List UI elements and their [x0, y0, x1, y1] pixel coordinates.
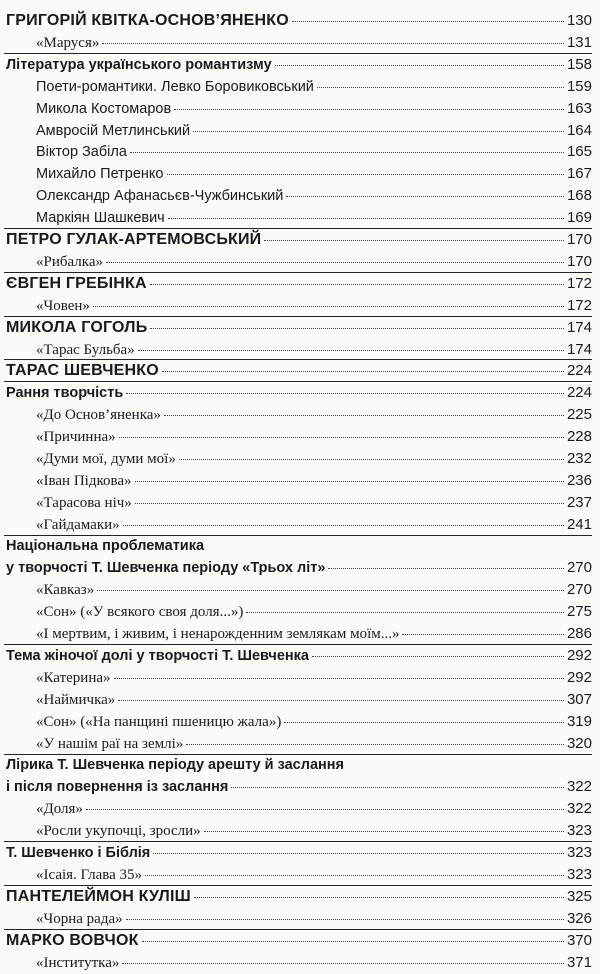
page-number: 170: [566, 252, 592, 270]
toc-entry-title: «До Основ’яненка»: [36, 407, 161, 424]
toc-entry-title: «Тарасова ніч»: [36, 494, 132, 511]
page-number: 371: [566, 953, 592, 971]
toc-entry-title: «Катерина»: [36, 670, 111, 686]
toc-entry-quote[interactable]: [0, 733, 600, 755]
page-number: 159: [566, 77, 592, 95]
dot-leader: [145, 875, 564, 876]
page-number: 158: [566, 55, 592, 73]
dot-leader: [286, 196, 564, 197]
toc-entry-item[interactable]: [0, 207, 600, 229]
toc-entry-title: МИКОЛА ГОГОЛЬ: [6, 318, 148, 336]
page-number: 174: [566, 340, 592, 358]
dot-leader: [194, 897, 564, 898]
toc-entry-title: у творчості Т. Шевченка періоду «Трьох літ»: [6, 560, 326, 577]
toc-entry-item[interactable]: [0, 163, 600, 185]
toc-entry-quote[interactable]: [0, 404, 600, 426]
toc-entry-title: Рання творчість: [6, 385, 124, 402]
toc-entry-quote[interactable]: [0, 32, 600, 54]
toc-entry-title: «Іван Підкова»: [36, 472, 132, 489]
page-number: 225: [566, 406, 592, 424]
toc-entry-title: «У нашім раї на землі»: [36, 735, 184, 752]
toc-entry-title: «Маруся»: [36, 34, 100, 51]
toc-entry-title: Олександр Афанасьєв-Чужбинський: [36, 188, 284, 205]
toc-entry-author[interactable]: [0, 229, 600, 251]
page-number: 319: [566, 712, 592, 730]
dot-leader: [135, 503, 564, 504]
dot-leader: [168, 218, 564, 219]
page-number: 164: [566, 121, 592, 139]
toc-entry-quote[interactable]: [0, 339, 600, 361]
dot-leader: [193, 131, 564, 132]
toc-entry-author[interactable]: [0, 273, 600, 295]
page-number: 237: [566, 493, 592, 511]
dot-leader: [167, 174, 564, 175]
dot-leader: [153, 853, 564, 854]
toc-entry-title: «Причинна»: [36, 429, 116, 446]
toc-entry-item[interactable]: [0, 185, 600, 207]
page-number: 323: [566, 866, 592, 884]
toc-entry-title: ГРИГОРІЙ КВІТКА-ОСНОВ’ЯНЕНКО: [6, 12, 289, 29]
toc-entry-title: «Росли укупочці, зросли»: [36, 823, 201, 840]
toc-entry-title: «І мертвим, і живим, і ненарожденним землякам моїм...»: [36, 626, 400, 643]
toc-entry-section[interactable]: [0, 645, 600, 667]
page-number: 322: [566, 800, 592, 818]
page-number: 174: [566, 318, 592, 336]
dot-leader: [246, 612, 564, 613]
toc-entry-quote[interactable]: [0, 864, 600, 886]
dot-leader: [317, 87, 564, 88]
page-number: 270: [566, 559, 592, 577]
toc-entry-title: Амвросій Метлинський: [36, 122, 191, 139]
toc-entry-title: Т. Шевченко і Біблія: [6, 845, 151, 862]
page-number: 322: [566, 778, 592, 796]
toc-entry-title: ПАНТЕЛЕЙМОН КУЛІШ: [6, 888, 191, 905]
dot-leader: [119, 437, 564, 438]
toc-entry-title: «Сон» («На панщині пшеницю жала»): [36, 713, 282, 730]
dot-leader: [150, 328, 564, 329]
dot-leader: [138, 350, 564, 351]
toc-entry-section[interactable]: [0, 842, 600, 864]
toc-entry-author[interactable]: [0, 930, 600, 952]
toc-entry-title-line1: Лірика Т. Шевченка періоду арешту й заслання: [6, 756, 345, 773]
page-number: 241: [566, 515, 592, 533]
toc-entry-quote[interactable]: [0, 470, 600, 492]
dot-leader: [264, 240, 564, 241]
dot-leader: [122, 963, 564, 964]
toc-entry-title: «Рибалка»: [36, 253, 103, 270]
toc-entry-quote[interactable]: [0, 295, 600, 317]
page-number: 270: [566, 581, 592, 599]
page-number: 163: [566, 99, 592, 117]
page-number: 168: [566, 187, 592, 205]
toc-entry-author[interactable]: [0, 317, 600, 339]
page-number: 307: [566, 690, 592, 708]
toc-entry-quote[interactable]: [0, 689, 600, 711]
page-number: 172: [566, 274, 592, 292]
page-number: 224: [566, 384, 592, 402]
dot-leader: [284, 722, 564, 723]
toc-entry-title: «Чорна рада»: [36, 910, 123, 927]
page-number: 323: [566, 844, 592, 862]
dot-leader: [186, 744, 564, 745]
toc-entry-quote[interactable]: [0, 798, 600, 820]
toc-entry-quote[interactable]: [0, 623, 600, 645]
page-number: 130: [566, 12, 592, 29]
page-number: 325: [566, 888, 592, 905]
dot-leader: [312, 656, 564, 657]
dot-leader: [275, 65, 564, 66]
dot-leader: [179, 459, 564, 460]
toc-entry-section[interactable]: [0, 382, 600, 404]
dot-leader: [123, 525, 564, 526]
toc-entry-title: ЄВГЕН ГРЕБІНКА: [6, 274, 147, 292]
toc-entry-title: «Інститутка»: [36, 954, 120, 971]
toc-entry-title: «Кавказ»: [36, 582, 95, 599]
toc-entry-title: ТАРАС ШЕВЧЕНКО: [6, 362, 159, 380]
toc-entry-item[interactable]: [0, 76, 600, 98]
page-number: 286: [566, 625, 592, 643]
toc-entry-title: Микола Костомаров: [36, 100, 172, 117]
toc-entry-quote[interactable]: [0, 667, 600, 689]
dot-leader: [126, 919, 564, 920]
toc-entry-author[interactable]: [0, 360, 600, 382]
toc-entry-title: «Думи мої, думи мої»: [36, 451, 176, 467]
toc-entry-item[interactable]: [0, 120, 600, 142]
toc-entry-section2[interactable]: [0, 755, 600, 799]
toc-entry-quote[interactable]: [0, 514, 600, 536]
dot-leader: [164, 415, 564, 416]
dot-leader: [135, 481, 564, 482]
page-number: 228: [566, 428, 592, 446]
toc-entry-quote[interactable]: [0, 251, 600, 273]
page-number: 236: [566, 471, 592, 489]
dot-leader: [126, 393, 564, 394]
page-number: 275: [566, 603, 592, 621]
dot-leader: [292, 21, 564, 22]
toc-entry-quote[interactable]: [0, 448, 600, 470]
toc-entry-quote[interactable]: [0, 952, 600, 974]
toc-entry-section[interactable]: [0, 54, 600, 76]
toc-entry-title: «Човен»: [36, 297, 90, 314]
toc-entry-quote[interactable]: [0, 601, 600, 623]
dot-leader: [130, 152, 564, 153]
dot-leader: [97, 590, 564, 591]
dot-leader: [86, 809, 564, 810]
toc-entry-title: Михайло Петренко: [36, 166, 164, 183]
page-number: 326: [566, 909, 592, 927]
page-number: 172: [566, 296, 592, 314]
toc-entry-quote[interactable]: [0, 579, 600, 601]
toc-entry-quote[interactable]: [0, 908, 600, 930]
page-number: 292: [566, 647, 592, 665]
dot-leader: [142, 941, 564, 942]
toc-entry-quote[interactable]: [0, 492, 600, 514]
toc-entry-title: Тема жіночої долі у творчості Т. Шевченка: [6, 648, 309, 665]
toc-entry-author[interactable]: [0, 10, 600, 32]
toc-entry-title: Віктор Забіла: [36, 144, 127, 161]
dot-leader: [114, 678, 564, 679]
toc-entry-title: «Гайдамаки»: [36, 516, 120, 533]
toc-entry-title: «Сон» («У всякого своя доля...»): [36, 604, 244, 621]
page-number: 320: [566, 734, 592, 752]
dot-leader: [402, 634, 563, 635]
toc-entry-title: Поети-романтики. Левко Боровиковський: [36, 78, 314, 95]
toc-entry-item[interactable]: [0, 98, 600, 120]
dot-leader: [150, 284, 564, 285]
dot-leader: [102, 43, 564, 44]
page-number: 170: [566, 231, 592, 248]
toc-entry-author[interactable]: [0, 886, 600, 908]
dot-leader: [204, 831, 564, 832]
toc-entry-item[interactable]: [0, 141, 600, 163]
page-number: 323: [566, 822, 592, 840]
toc-entry-title: і після повернення із заслання: [6, 779, 229, 796]
page-number: 169: [566, 209, 592, 227]
page-number: 131: [566, 33, 592, 51]
dot-leader: [93, 306, 564, 307]
dot-leader: [328, 568, 564, 569]
toc-entry-title-line1: Національна проблематика: [6, 537, 205, 554]
toc-entry-title: Література українського романтизму: [6, 56, 272, 73]
page-number: 292: [566, 669, 592, 686]
dot-leader: [106, 262, 564, 263]
toc-entry-title: МАРКО ВОВЧОК: [6, 931, 139, 949]
toc-entry-section2[interactable]: [0, 536, 600, 580]
toc-entry-quote[interactable]: [0, 426, 600, 448]
page-number: 232: [566, 450, 592, 467]
toc-entry-title: Маркіян Шашкевич: [36, 210, 165, 227]
page-number: 167: [566, 165, 592, 183]
toc-entry-title: «Доля»: [36, 801, 83, 818]
toc-entry-title: «Наймичка»: [36, 691, 116, 708]
dot-leader: [162, 371, 564, 372]
toc-entry-quote[interactable]: [0, 711, 600, 733]
page-number: 370: [566, 931, 592, 949]
toc-entry-quote[interactable]: [0, 820, 600, 842]
page-number: 224: [566, 362, 592, 380]
toc-entry-title: «Тарас Бульба»: [36, 341, 135, 358]
dot-leader: [174, 109, 564, 110]
dot-leader: [118, 700, 564, 701]
page-number: 165: [566, 143, 592, 161]
toc-entry-title: ПЕТРО ГУЛАК-АРТЕМОВСЬКИЙ: [6, 231, 262, 248]
dot-leader: [231, 787, 564, 788]
toc-entry-title: «Ісаія. Глава 35»: [36, 867, 143, 884]
